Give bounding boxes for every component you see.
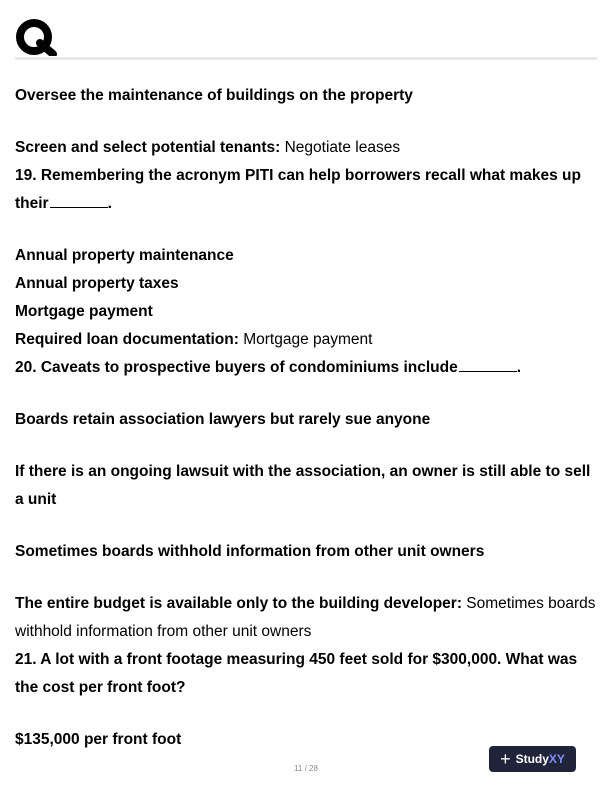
fill-in-blank (50, 193, 108, 208)
term-line (15, 590, 600, 646)
term-label: The entire budget is available only to the building developer: (15, 595, 462, 612)
quizlet-logo-icon (15, 18, 57, 56)
term-value: Sometimes boards withhold information from other unit owners (15, 595, 596, 640)
question-20-text: 20. Caveats to prospective buyers of condominiums include (15, 359, 458, 376)
question-21: 21. A lot with a front footage measuring 450 feet sold for $300,000. What was the cost per front foot? (15, 651, 578, 696)
document-body (15, 82, 600, 754)
question-20-period: . (516, 359, 522, 376)
brand-xy: XY (548, 752, 565, 766)
studyxy-badge[interactable] (489, 746, 576, 772)
question-19 (15, 162, 600, 218)
answer-option: Sometimes boards withhold information from other unit owners (15, 543, 485, 560)
answer-option: $135,000 per front foot (15, 731, 182, 748)
answer-option: Annual property maintenance (15, 247, 234, 264)
plus-icon: + (500, 749, 511, 769)
term-label: Screen and select potential tenants: (15, 139, 281, 156)
answer-option: Mortgage payment (15, 303, 153, 320)
term-label: Required loan documentation: (15, 331, 239, 348)
question-20 (15, 354, 600, 382)
answer-option: Boards retain association lawyers but rarely sue anyone (15, 411, 431, 428)
term-value: Mortgage payment (238, 331, 373, 348)
answer-option: If there is an ongoing lawsuit with the association, an owner is still able to sell a unit (15, 463, 591, 508)
page-number: 11 / 28 (294, 764, 318, 773)
term-line (15, 326, 600, 354)
answer-option: Oversee the maintenance of buildings on the property (15, 87, 413, 104)
question-19-text-end: their (15, 195, 49, 212)
brand-study: Study (515, 752, 549, 766)
term-line (15, 134, 600, 162)
fill-in-blank (459, 357, 517, 372)
question-19-text: 19. Remembering the acronym PITI can help borrowers recall what makes up (15, 167, 581, 184)
header-divider (15, 57, 597, 60)
question-19-period: . (107, 195, 112, 212)
term-value: Negotiate leases (280, 139, 401, 156)
answer-option: Annual property taxes (15, 275, 179, 292)
